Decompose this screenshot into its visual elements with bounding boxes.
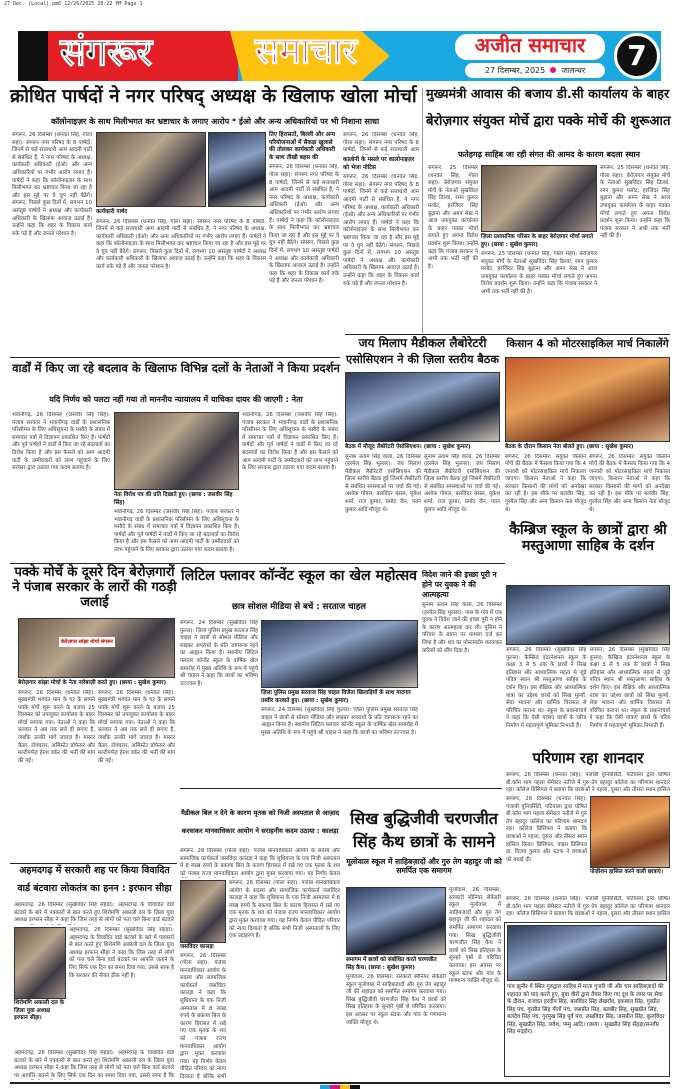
photo-credit: (छाया : जसवीर सिंह सिंह) — [114, 492, 233, 506]
headline-a8: लिटिल फ्लावर कॉन्वेंट स्कूल का खेल महोत्सव — [180, 568, 418, 584]
photo-a4 — [505, 357, 670, 442]
column-a7 — [18, 618, 175, 861]
column-a8-1 — [180, 620, 258, 782]
photo-col-a10 — [590, 796, 670, 894]
caption-a7 — [18, 680, 175, 688]
photo-col-a13 — [14, 927, 66, 1048]
photo-credit: (छाया : सुखेश कुमार) — [586, 444, 634, 450]
body-a3: सुनाम ऊधम सिंह वाला, 26 दिसम्बर (हरमेल सिंह भुल्लर): जय मिलाप मैडीकल लैबोरेटरी एसोसिएशन की ज़िला स्तरीय बैठक हुई जिसमें लैबोरेटरी से संबंधित समस्याओं पर चर्चा की गई। अशोक गोयल, बलविंदर बंसल, मुकेश शर्मा, राज कुमार, प्रमोद जैन, पवन कुमार आदि मौजूद थे। — [345, 453, 421, 513]
caption-text: गांव झुनीर में स्थित गुरुद्वारा साहिब में माता गुजरी जी और चार साहिबज़ादों की शहादत को याद करते हुए, युवा वीरों द्वारा तैयार किए गए दूध के लंगर पर सेवा के दौरान, राजवंत हरदीप सिंह, बलविंदर सिंह सेखराँव, इकबाल सिंह, गुरप्रीत सिंह पंच, गुरप्रीत सिंह गीतों पंच, जसप्रीत सिंह, बलबीर सिंह, सुखप्रीत सिंह, बलदेव सिंह पंच, गुरमुख सिंह पूर्व पंच, लखविंदर सिंह, जसप्रीत सिंह, कुलविंदर सिंह, सुखप्रीत सिंह, लवेश, पम्मु आदि। — [507, 984, 665, 1028]
column-a2-3 — [600, 165, 670, 330]
protest-banner: बेरोज़गार सांझा मोर्चा संगरूर — [61, 639, 113, 645]
body-a1-cont4: संगरूर, 26 दिसम्बर (धनवंत सिंह, गोला सहा): संगरूर नगर परिषद के 8 पार्षदों, जिनमें से कई सत्ताधारी आम आदमी पार्टी से संबंधित हैं, ने नगर परिषद के अध्यक्ष, कार्यकारी अधिकारी (ईओ) और अन्य अधिकारियों पर गंभीर आरोप लगाए हैं। पार्षदों ने कहा कि कॉलोनाइज़र के साथ मिलीभगत कर भ्रष्टाचार किया जा रहा है और इस मुद्दे पर वे चुप नहीं बैठेंगे। संगरूर, पिछले कुछ दिनों में, लगभग 10 असंतुष्ट पार्षदों ने अध्यक्ष और कार्यकारी अधिकारी के खिलाफ आवाज़ उठाई है। उन्होंने कहा कि शहर के विकास कार्य रुके पड़े हैं और जनता परेशान है। — [343, 174, 419, 287]
body-row-a7 — [18, 690, 175, 862]
subhead-a2: फतेहगढ़ साहिब जा रही संगत की आमद के कारण बदला स्थान — [457, 150, 640, 159]
body-a5: भवानीगढ़, 26 दिसम्बर (जसवीर सिंह सिंह): पंजाब सरकार ने भवानीगढ़ वार्डों के प्रशासनिक परिसीमन के लिए अधिसूचना के मसौदे के संबंध में समाचार पत्रों में विज्ञापन प्रकाशित किए हैं। पार्षदों और पूर्व पार्षदों ने वार्डों में किए जा रहे बदलावों का विरोध किया है और इस फैसले को आम आदमी पार्टी के उम्मीदवारों को लाभ पहुंचाने के लिए सरकार द्वारा उठाया गया कदम बताया है। — [12, 412, 110, 472]
photo-a7 — [18, 618, 175, 678]
caption-text: बेरोज़गार सांझा मोर्चा के नेता नारेबाज़ी करते हुए। — [18, 680, 118, 686]
caption-a12 — [346, 957, 446, 972]
caption-a8 — [261, 690, 418, 705]
photo-a3 — [345, 372, 500, 442]
footer-rule — [10, 1082, 670, 1084]
photo-credit: (छाया : सुखप्रीत सिंह सेंहड़ा/सनवीर सिंह मदहोर) — [507, 1021, 660, 1035]
body-row-a10 — [506, 796, 670, 894]
body-a9: सुनाम ऊधम सिंह वाला, 26 दिसम्बर (हरमेल सिंह भुल्लर): पास के गांव में एक युवक ने विदेश जाने की इच्छा पूरी न होने के कारण आत्महत्या कर ली। पुलिस ने परिवार के बयान पर मामला दर्ज कर लिया है और शव का पोस्टमार्टम करवाकर वारिसों को सौंप दिया है। — [422, 602, 502, 654]
headline-a11-line2: करवाकर मानवाधिकार आयोग ने सराहनीय कदम उठाया : कालड़ा — [181, 827, 339, 835]
body-a3-cont: सुनाम ऊधम सिंह वाला, 26 दिसम्बर (हरमेल सिंह भुल्लर): जय मिलाप मैडीकल लैबोरेटरी एसोसिएशन की ज़िला स्तरीय बैठक हुई जिसमें लैबोरेटरी से संबंधित समस्याओं पर चर्चा की गई। अशोक गोयल, बलविंदर बंसल, मुकेश शर्मा, राज कुमार, प्रमोद जैन, पवन कुमार आदि मौजूद थे। — [424, 453, 500, 513]
column-a5-3 — [242, 412, 338, 560]
body-a4: संगरूर, 26 दिसम्बर: संयुक्त किसान मोर्चे की बैठक में फैसला किया गया कि 4 जनवरी को मोटरसाइकिल मार्च निकाला जाएगा। किसान नेताओं ने कहा कि सरकार किसानों की मांगों को अनदेखा कर रही है। इस मौके पर बलवीर सिंह, गुरमेल सिंह और अन्य किसान नेता मौजूद थे। — [505, 453, 586, 513]
caption-text: ज़िला पुलिस प्रमुख सरताज सिंह चाहल विजेता खिलाड़ियों के साथ यादगार तस्वीर करवाते हुए। — [261, 690, 411, 704]
photo-credit: (छाया : सुखेश कुमार) — [119, 680, 167, 686]
paper-name: अजीत समाचार — [455, 34, 605, 60]
body-row-a4 — [505, 454, 670, 518]
section-rule-left — [10, 357, 340, 358]
date: 27 दिसम्बर, 2025 — [484, 66, 546, 75]
column-a4 — [505, 357, 670, 517]
inline-head-a1-2: कालोनी के मसले पर कालोनाइज़र को भेजा नोटिस — [343, 157, 415, 171]
caption-a2 — [481, 234, 597, 249]
caption-text: बैठक के दौरान किसान नेता बोलते हुए। — [505, 444, 585, 450]
body-a6-cont: संगरूर, 26 दिसम्बर (सुखविंदर सिंह फुल्ल): कैम्ब्रिज इंटरनेशनल स्कूल के कक्षा 3 से 5 तक के छात्रों ने सिख इतिहास और आध्यात्मिक महत्व से जुड़े पवित्र स्थान श्री मस्तुआणा साहिब के दर्शन किए। इस शैक्षिक और आध्यात्मिक यात्रा का उद्देश्य छात्रों को सिख मूल्यों, सेवा भावना और धार्मिक विरासत से परिचित कराना था। स्कूल के प्रधानाचार्य ने कहा कि ऐसी यात्राएं छात्रों के चरित्र निर्माण में महत्वपूर्ण भूमिका निभाती हैं। — [589, 647, 670, 729]
photo-credit: (छाया : सुखेश कुमार) — [491, 241, 538, 248]
headline-a9: विदेश जाने की इच्छा पूरी न होने पर युवक ने की आत्महत्या — [422, 570, 497, 599]
headline-a5: वार्डों में किए जा रहे बदलाव के खिलाफ विभिन्न दलों के नेताओं ने किया प्रदर्शन — [12, 361, 340, 375]
photo-a13-person — [14, 927, 66, 999]
print-slug: 27 Dec. (Local).pm6 12/26/2025 10:22 PM Page 1 — [4, 1, 143, 7]
photo-a14 — [507, 925, 667, 981]
column-a8-2 — [261, 620, 418, 782]
body-a12: मूलोवाल, 26 दिसम्बर: सरकारी सीनियर सेकेंडरी स्कूल मूलोवाल में साहिबज़ादों और गुरु तेग बहादुर जी की शहादत को समर्पित समागम करवाया गया। सिख बुद्धिजीवी चरणजीत सिंह कैथ ने छात्रों को सिख इतिहास के सुनहरे पृष्ठों से परिचित करवाया। इस अवसर पर स्कूल स्टाफ और गांव के गणमान्य व्यक्ति मौजूद थे। — [346, 974, 446, 1026]
photo-a2 — [481, 165, 597, 232]
caption-text: नेता विरोध पत्र की प्रति दिखाते हुए। — [114, 492, 187, 498]
inline-head-a1: तिए हिरासतों, बिल्ली और अन्य परियोजनाओं में सैकड़ा खुलासे की तोलकर कार्यकारी अधिकारी के साथ तीखी बहस की — [269, 132, 336, 161]
caption-text: ज़िला प्रशासनिक परिसर के बाहर बेरोज़गार मोर्चा लगाते हुए। — [481, 234, 594, 248]
body-a12-cont: मूलोवाल, 26 दिसम्बर: सरकारी सीनियर सेकेंडरी स्कूल मूलोवाल में साहिबज़ादों और गुरु तेग बहादुर जी की शहादत को समर्पित समागम करवाया गया। सिख बुद्धिजीवी चरणजीत सिंह कैथ ने छात्रों को सिख इतिहास के सुनहरे पृष्ठों से परिचित करवाया। इस अवसर पर स्कूल स्टाफ और गांव के गणमान्य व्यक्ति मौजूद थे। — [449, 887, 501, 985]
body-a10-cont: संगरूर, 26 दिसम्बर (धनवंत सिंह): पंजाबी यूनिवर्सिटी, पटियाला द्वारा घोषित बी.कॉम भाग पहला सेमेस्टर नतीजे में गुरु तेग बहादुर कॉलेज का परिणाम शानदार रहा। कॉलेज प्रिंसिपल ने बताया कि छात्राओं ने पहला, दूसरा और तीसरा स्थान हासिल किया। प्रिंसिपल, वाइस प्रिंसिपल डा. विजय कुमार और स्टाफ ने छात्राओं को बधाई दी। — [506, 796, 587, 863]
headline-a2-line2: बेरोज़गार संयुक्त मोर्चे द्वारा पक्के मोर्चे की शुरूआत — [426, 114, 671, 129]
column-a2-1 — [428, 165, 478, 330]
body-a2-cont: संगरूर, 25 दिसम्बर (धनवंत सिंह, गोला सहा): बेरोज़गार संयुक्त मोर्चे के नेताओं सुखविंदर सिंह ढिल्वां, रमन कुमार मलोट, हरजिंदर सिंह बुढ़ाना और अमन सेख ने आज उपायुक्त कार्यालय के बाहर पक्का मोर्चा लगाते हुए अपना विरोध प्रदर्शन शुरू किया। उन्होंने कहा कि पंजाब सरकार ने अभी तक भर्ती नहीं की है। — [481, 251, 597, 295]
body-row-a11 — [180, 880, 340, 1080]
headline-a11-line1: मैडीकल बिल न देने के कारण मृतक को निजी अस्पताल से आज़ाद — [180, 809, 340, 817]
body-a10: संगरूर, 26 दिसम्बर (धनवंत सिंह): पंजाबी यूनिवर्सिटी, पटियाला द्वारा घोषित बी.कॉम भाग पहला सेमेस्टर नतीजे में गुरु तेग बहादुर कॉलेज का परिणाम शानदार रहा। कॉलेज प्रिंसिपल ने बताया कि छात्राओं ने पहला, दूसरा और तीसरा स्थान हासिल — [506, 772, 670, 794]
headline-a6-line1 — [506, 522, 670, 582]
body-a2: संगरूर, 25 दिसम्बर (धनवंत सिंह, गोला सहा): बेरोज़गार संयुक्त मोर्चे के नेताओं सुखविंदर सिंह ढिल्वां, रमन कुमार मलोट, हरजिंदर सिंह बुढ़ाना और अमन सेख ने आज उपायुक्त कार्यालय के बाहर पक्का मोर्चा लगाते हुए अपना विरोध प्रदर्शन शुरू किया। उन्होंने कहा कि पंजाब सरकार ने अभी तक भर्ती नहीं की है। — [428, 165, 478, 270]
body-row-a13 — [14, 927, 174, 1048]
body-a1: संगरूर, 26 दिसम्बर (धनवंत सिंह, गोला सहा): संगरूर नगर परिषद के 8 पार्षदों, जिनमें से कई सत्ताधारी आम आदमी पार्टी से संबंधित हैं, ने नगर परिषद के अध्यक्ष, कार्यकारी अधिकारी (ईओ) और अन्य अधिकारियों पर गंभीर आरोप लगाए हैं। पार्षदों ने कहा कि कॉलोनाइज़र के साथ मिलीभगत कर भ्रष्टाचार किया जा रहा है और इस मुद्दे पर वे चुप नहीं बैठेंगे। संगरूर, पिछले कुछ दिनों में, लगभग 10 असंतुष्ट पार्षदों ने अध्यक्ष और कार्यकारी अधिकारी के खिलाफ आवाज़ उठाई है। उन्होंने कहा कि शहर के विकास कार्य रुके पड़े हैं और जनता परेशान है। — [12, 132, 92, 237]
city: जालन्धर — [561, 66, 586, 75]
caption-text: बैठक में मौजूद लैबोरेटरी ऐसोसिएशन। — [345, 444, 422, 450]
body-a11-cont2: संगरूर, 26 दिसम्बर (गोला सहा): पंजाब मानवाधिकार आयोग के सदस्य और सामाजिक कार्यकर्ता जसविंदर कालड़ा ने कहा कि लुधियाना के एक निजी अस्पताल में 8 लाख रुपये के बकाया बिल के कारण हिरासत में रखे गए एक मृतक के शव को पंजाब राज्य मानवाधिकार आयोग द्वारा मुक्त करवाया गया। यह निर्णय केवल पीड़ित परिवार को न्याय दिलाता है बल्कि सभी — [180, 952, 226, 1080]
photo-credit: (छाया : सुखेश कुमार) — [368, 964, 415, 971]
column-a3 — [345, 372, 500, 548]
caption-a14 — [507, 984, 667, 1037]
subhead-a8: छात्र सोशल मीडिया से बचें : सरताज चाहल — [231, 602, 367, 612]
section-rule — [180, 788, 502, 789]
subhead-a12: मूलोवाल स्कूल में साहिबज़ादों और गुरु तेग बहादुर जी को समर्पित एक समागम — [346, 857, 502, 875]
photo-a11-person — [180, 880, 226, 943]
body-a11: संगरूर, 26 दिसम्बर (गोला सहा): पंजाब मानवाधिकार आयोग के सदस्य और सामाजिक कार्यकर्ता जसविंदर कालड़ा ने कहा कि लुधियाना के एक निजी अस्पताल में 8 लाख रुपये के बकाया बिल के कारण हिरासत में रखे गए एक मृतक के शव को पंजाब राज्य मानवाधिकार आयोग द्वारा मुक्त करवाया गया। यह निर्णय केवल — [180, 848, 340, 877]
column-a12-1 — [346, 887, 446, 1080]
body-a11-cont: संगरूर, 26 दिसम्बर (गोला सहा): पंजाब मानवाधिकार आयोग के सदस्य और सामाजिक कार्यकर्ता जसविंदर कालड़ा ने कहा कि लुधियाना के एक निजी अस्पताल में 8 लाख रुपये के बकाया बिल के कारण हिरासत में रखे गए एक मृतक के शव को पंजाब राज्य मानवाधिकार आयोग द्वारा मुक्त करवाया गया। यह निर्णय केवल पीड़ित परिवार को न्याय दिलाता है बल्कि सभी निजी अस्पतालों के लिए एक उदाहरण है। — [229, 880, 340, 940]
body-a7-cont: संगरूर, 26 दिसम्बर (धनवंत सिंह): मुख्यमंत्री भगवंत मान के घर के सामने पक्के मोर्चे शुरू करने के बजाय 25 दिसम्बर को उपायुक्त कार्यालय के बाहर मोर्चा लगाया गया। नेताओं ने कहा कि सरकार ने अब तक लारे ही लगाए हैं, जबकि उनकी मांगें जायज़ हैं। मास्टर कैडर, लेक्चरार, असिस्टेंट प्रोफेसर और मल्टीपर्पज़ हेल्थ वर्कर की भर्ती की मांग की गई। — [98, 689, 175, 764]
section-rule — [10, 563, 505, 564]
column-a13 — [14, 902, 174, 1080]
headline-a12-line1: सिख बुद्धिजीवी चरणजीत — [350, 809, 498, 828]
body-a1-cont3: संगरूर, 26 दिसम्बर (धनवंत सिंह, गोला सहा): संगरूर नगर परिषद के 8 पार्षदों, जिनमें से कई सत्ताधारी आम — [343, 132, 419, 154]
photo-a12 — [346, 887, 446, 955]
photo-col-a11 — [180, 880, 226, 1080]
date-pill — [465, 63, 605, 78]
body-a13-cont: अहमदगढ़, 26 दिसम्बर (सुखविंदर सिंह सेंहड़ा): अहमदगढ़ के विवादित वार्ड बंटवारे के बारे में पत्रकारों से बात करते हुए शिरोमणि अकाली दल के ज़िला युवा अध्यक्ष इरफान सीहा ने कहा कि जिस तरह से लोगों को पता चले बिना वार्ड बंटवारे पर आपत्ति जताने के लिए सिर्फ एक दिन का समय दिया गया, उससे साफ है कि सरकार की नीयत ठीक नहीं है। — [69, 927, 174, 979]
body-a1-cont2: संगरूर, 26 दिसम्बर (धनवंत सिंह, गोला सहा): संगरूर नगर परिषद के 8 पार्षदों, जिनमें से कई सत्ताधारी आम आदमी पार्टी से संबंधित हैं, ने नगर परिषद के अध्यक्ष, कार्यकारी अधिकारी (ईओ) और अन्य अधिकारियों पर गंभीर आरोप लगाए हैं। पार्षदों ने कहा कि कॉलोनाइज़र के साथ मिलीभगत कर भ्रष्टाचार किया जा रहा है और इस मुद्दे पर वे चुप नहीं बैठेंगे। संगरूर, पिछले कुछ दिनों में, लगभग 10 असंतुष्ट पार्षदों ने अध्यक्ष और कार्यकारी अधिकारी के खिलाफ आवाज़ उठाई है। उन्होंने कहा कि शहर के विकास कार्य रुके पड़े हैं और जनता परेशान है। — [269, 164, 339, 285]
body-a8: संगरूर, 24 दिसम्बर (सुखविंदर सिंह फुल्ल): ज़िला पुलिस प्रमुख सरताज सिंह चाहल ने छात्रों से सोशल मीडिया और साइबर अपराधों के प्रति जागरूक रहने का आह्वान किया है। स्थानीय लिटिल फ्लावर कॉन्वेंट स्कूल के वार्षिक खेल समारोह में मुख्य अतिथि के रूप में पहुंचे श्री चाहल ने कहा कि छात्रों का भविष्य उज्ज्वल है। — [180, 620, 258, 687]
headline-text: कैम्ब्रिज स्कूल के छात्रों द्वारा श्री मस्तुआणा साहिब के दर्शन — [509, 522, 667, 555]
column-a10 — [506, 772, 670, 918]
body-a1-cont: संगरूर, 26 दिसम्बर (धनवंत सिंह, गोला सहा): संगरूर नगर परिषद के 8 पार्षदों, जिनमें से कई सत्ताधारी आम आदमी पार्टी से संबंधित हैं, ने नगर परिषद के अध्यक्ष, कार्यकारी अधिकारी (ईओ) और अन्य अधिकारियों पर गंभीर आरोप लगाए हैं। पार्षदों ने कहा कि कॉलोनाइज़र के साथ मिलीभगत कर भ्रष्टाचार किया जा रहा है और इस मुद्दे पर वे चुप नहीं बैठेंगे। संगरूर, पिछले कुछ दिनों में, लगभग 10 असंतुष्ट पार्षदों ने अध्यक्ष और कार्यकारी अधिकारी के खिलाफ आवाज़ उठाई है। उन्होंने कहा कि शहर के विकास कार्य रुके पड़े हैं और जनता परेशान है। — [96, 218, 266, 271]
headline-a13-line1: अहमदगढ़ में सरकारी शह पर किया विवादित — [19, 865, 170, 876]
photo-a6 — [506, 585, 670, 645]
section-rule — [10, 863, 177, 864]
caption-a1: कार्यकारी पार्षद — [96, 209, 128, 215]
body-a2-cont2: संगरूर, 25 दिसम्बर (धनवंत सिंह, गोला सहा): बेरोज़गार संयुक्त मोर्चे के नेताओं सुखविंदर सिंह ढिल्वां, रमन कुमार मलोट, हरजिंदर सिंह बुढ़ाना और अमन सेख ने आज उपायुक्त कार्यालय के बाहर पक्का मोर्चा लगाते हुए अपना विरोध प्रदर्शन शुरू किया। उन्होंने कहा कि पंजाब सरकार ने अभी तक भर्ती नहीं की है। — [600, 165, 670, 240]
headline-a3-line2: एसोसिएशन ने की ज़िला स्तरीय बैठक — [346, 353, 499, 366]
body-a13-cont2: अहमदगढ़, 26 दिसम्बर (सुखविंदर सिंह सेंहड़ा): अहमदगढ़ के विवादित वार्ड बंटवारे के बारे में पत्रकारों से बात करते हुए शिरोमणि अकाली दल के ज़िला युवा अध्यक्ष इरफान सीहा ने कहा कि जिस तरह से लोगों को पता चले बिना वार्ड बंटवारे पर आपत्ति जताने के लिए सिर्फ एक दिन का समय दिया गया, उससे साफ है कि — [14, 1050, 174, 1079]
photo-credit: (छाया : सुखेश कुमार) — [423, 444, 471, 450]
body-a5-cont: भवानीगढ़, 26 दिसम्बर (जसवीर सिंह सिंह): पंजाब सरकार ने भवानीगढ़ वार्डों के प्रशासनिक परिसीमन के लिए अधिसूचना के मसौदे के संबंध में समाचार पत्रों में विज्ञापन प्रकाशित किए हैं। पार्षदों और पूर्व पार्षदों ने वार्डों में किए जा रहे बदलावों का विरोध किया है और इस फैसले को आम आदमी पार्टी के उम्मीदवारों को लाभ पहुंचाने के लिए सरकार द्वारा उठाया गया कदम बताया है। — [114, 509, 239, 553]
headline-a4: किसान 4 को मोटरसाइकिल मार्च निकालेंगे — [506, 338, 669, 350]
column-divider — [422, 88, 423, 333]
page-number: 7 — [614, 33, 660, 79]
body-row-a3 — [345, 454, 500, 549]
caption-a5 — [114, 492, 239, 507]
caption-a10: पोज़ीशन हासिल करने वाली छात्राएं। — [590, 869, 663, 875]
body-a13: अहमदगढ़, 26 दिसम्बर (सुखविंदर सिंह सेंहड़ा): अहमदगढ़ के विवादित वार्ड बंटवारे के बारे में पत्रकारों से बात करते हुए शिरोमणि अकाली दल के ज़िला युवा अध्यक्ष इरफान सीहा ने कहा कि जिस तरह से लोगों को पता चले बिना वार्ड बंटवारे — [14, 902, 174, 924]
photo-row-a1 — [96, 132, 266, 207]
caption-a13: शिरोमणि अकाली दल के ज़िला युवा अध्यक्ष इरफान सीहा। — [14, 1000, 64, 1021]
body-a8-cont: संगरूर, 24 दिसम्बर (सुखविंदर सिंह फुल्ल): ज़िला पुलिस प्रमुख सरताज सिंह चाहल ने छात्रों से सोशल मीडिया और साइबर अपराधों के प्रति जागरूक रहने का आह्वान किया है। स्थानीय लिटिल फ्लावर कॉन्वेंट स्कूल के वार्षिक खेल समारोह में मुख्य अतिथि के रूप में पहुंचे श्री चाहल ने कहा कि छात्रों का भविष्य उज्ज्वल है। — [261, 707, 418, 736]
column-a1-3 — [269, 132, 339, 354]
photo-a8 — [261, 620, 418, 688]
headline-a12-line2: सिंह कैथ छात्रों के सामने — [352, 832, 496, 851]
section-rule — [345, 334, 670, 335]
headline-a13-line2: वार्ड बंटवारा लोकतंत्र का हनन : इरफान सीहा — [17, 883, 172, 894]
column-a5-2 — [114, 412, 239, 560]
column-a1-4 — [343, 132, 419, 354]
photo-credit: (छाया : सुखेश कुमार) — [301, 697, 349, 704]
body-row-a6 — [506, 647, 670, 747]
body-a7: संगरूर, 26 दिसम्बर (धनवंत सिंह): मुख्यमंत्री भगवंत मान के घर के सामने पक्के मोर्चे शुरू करने के बजाय 25 दिसम्बर को उपायुक्त कार्यालय के बाहर मोर्चा लगाया गया। नेताओं ने कहा कि सरकार ने अब तक लारे ही लगाए हैं, जबकि उनकी मांगें जायज़ हैं। मास्टर कैडर, लेक्चरार, असिस्टेंट प्रोफेसर और मल्टीपर्पज़ हेल्थ वर्कर की भर्ती की मांग की गई। — [18, 689, 95, 764]
section-title: संगरूर — [60, 30, 153, 74]
headline-a7: पक्के मोर्चे के दूसरे दिन बेरोज़गारों ने पंजाब सरकार के लारों की गठड़ी जलाई — [12, 565, 177, 610]
photo-a10-students — [590, 796, 670, 868]
subhead-a5: यदि निर्णय को पलटा नहीं गया तो माननीय न्यायालय में याचिका दायर की जाएगी : नेता — [49, 395, 303, 404]
headline-a1: क्रोधित पार्षदों ने नगर परिषद् अध्यक्ष के खिलाफ खोला मोर्चा — [10, 86, 417, 107]
photo-a1 — [96, 132, 206, 207]
column-a6 — [506, 585, 670, 747]
body-a4-cont: संगरूर, 26 दिसम्बर: संयुक्त किसान मोर्चे की बैठक में फैसला किया गया कि 4 जनवरी को मोटरसाइकिल मार्च निकाला जाएगा। किसान नेताओं ने कहा कि सरकार किसानों की मांगों को अनदेखा कर रही है। इस मौके पर बलवीर सिंह, गुरमेल सिंह और अन्य किसान नेता मौजूद थे। — [589, 453, 670, 513]
registration-color-bar — [320, 1085, 360, 1089]
masthead-black-band — [18, 31, 48, 81]
headline-a10: परिणाम रहा शानदार — [532, 749, 644, 767]
photo-a5 — [114, 412, 239, 490]
column-a5-1 — [12, 412, 110, 560]
caption-text: समागम में छात्रों को संबोधित करते चरणजीत सिंह कैथ। — [346, 957, 437, 971]
photo-box-a14 — [504, 922, 670, 1077]
caption-a3 — [345, 444, 500, 452]
headline-a3-line1: जय मिलाप मैडीकल लैबोरेटरी — [358, 336, 487, 350]
headline-a2-line1: मुख्यमंत्री आवास की बजाय डी.सी कार्यालय के बाहर — [426, 87, 670, 102]
column-a1-2 — [96, 132, 266, 354]
photo-a1-2 — [208, 132, 266, 207]
body-a5-cont2: भवानीगढ़, 26 दिसम्बर (जसवीर सिंह सिंह): पंजाब सरकार ने भवानीगढ़ वार्डों के प्रशासनिक परिसीमन के लिए अधिसूचना के मसौदे के संबंध में समाचार पत्रों में विज्ञापन प्रकाशित किए हैं। पार्षदों और पूर्व पार्षदों ने वार्डों में किए जा रहे बदलावों का विरोध किया है और इस फैसले को आम आदमी पार्टी के उम्मीदवारों को लाभ पहुंचाने के लिए सरकार द्वारा उठाया गया कदम बताया है। — [242, 412, 338, 472]
column-a1-1 — [12, 132, 92, 354]
body-a6: संगरूर, 26 दिसम्बर (सुखविंदर सिंह फुल्ल): कैम्ब्रिज इंटरनेशनल स्कूल के कक्षा 3 से 5 तक के छात्रों ने सिख इतिहास और आध्यात्मिक महत्व से जुड़े पवित्र स्थान श्री मस्तुआणा साहिब के दर्शन किए। इस शैक्षिक और आध्यात्मिक यात्रा का उद्देश्य छात्रों को सिख मूल्यों, सेवा भावना और धार्मिक विरासत से परिचित कराना था। स्कूल के प्रधानाचार्य ने कहा कि ऐसी यात्राएं छात्रों के चरित्र निर्माण में महत्वपूर्ण भूमिका निभाती हैं। — [506, 647, 587, 729]
column-a12-2 — [449, 887, 501, 1080]
caption-a11: जसविंदर कालड़ा — [180, 944, 214, 950]
body-a10-cont2: संगरूर, 26 दिसम्बर (धनवंत सिंह): पंजाबी यूनिवर्सिटी, पटियाला द्वारा घोषित बी.कॉम भाग पहला सेमेस्टर नतीजे में गुरु तेग बहादुर कॉलेज का परिणाम शानदार रहा। कॉलेज प्रिंसिपल ने बताया कि छात्राओं ने पहला, दूसरा और तीसरा स्थान हासिल — [506, 896, 670, 918]
caption-a4 — [505, 444, 670, 452]
subhead-a1: कॉलोनाइज़र के साथ मिलीभगत कर भ्रष्टाचार के लगाए आरोप * ईओ और अन्य अधिकारियों पर भी निशाना साधा — [50, 117, 380, 126]
column-a2-2 — [481, 165, 597, 330]
bullet-icon — [550, 67, 556, 73]
section-title-2: समाचार — [255, 31, 358, 72]
column-a9 — [422, 570, 502, 785]
column-a11 — [180, 848, 340, 1080]
